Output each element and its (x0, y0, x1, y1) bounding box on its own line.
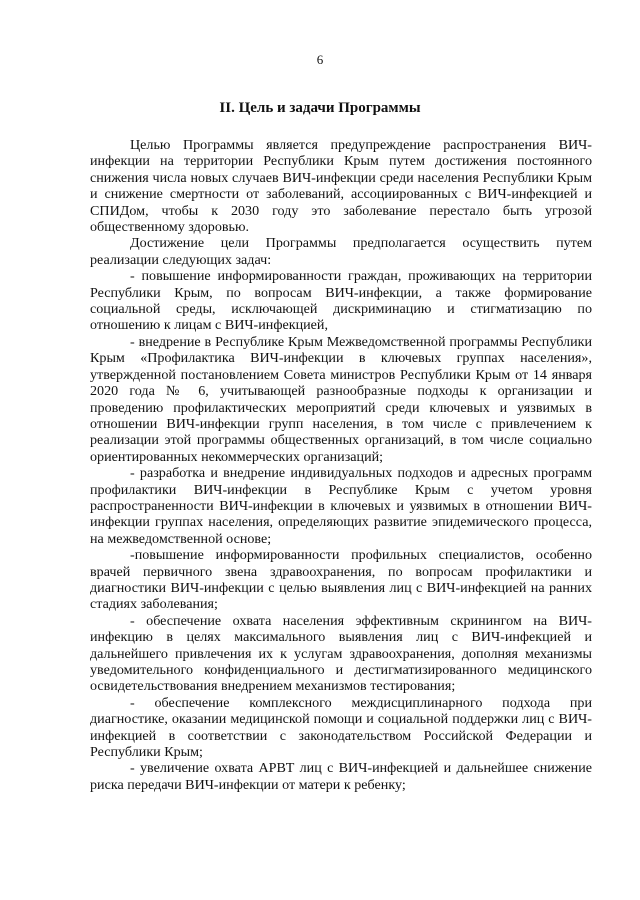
page-number: 6 (316, 52, 324, 67)
list-item-awareness: - повышение информированности граждан, проживающих на территории Республики Крым, по вопросам ВИЧ-инфекции, а также формирование социальной среды, исключающей дискриминацию и стигматизацию по отношению к лицам с ВИЧ-инфекцией, (90, 268, 592, 334)
list-item-screening: - обеспечение охвата населения эффективным скринингом на ВИЧ-инфекцию в целях максимального выявления лиц с ВИЧ-инфекцией и дальнейшего привлечения их к услугам здравоохранения, дополняя механизмы уведомительного конфиденциального и дестигматизированного медицинского освидетельствования внедрением механизмов тестирования; (90, 612, 592, 695)
body-text (90, 137, 592, 793)
list-item-specialist-awareness: -повышение информированности профильных специалистов, особенно врачей первичного звена здравоохранения, по вопросам профилактики и диагностики ВИЧ-инфекции с целью выявления лиц с ВИЧ-инфекцией на ранних стадиях заболевания; (90, 547, 592, 613)
section-heading: II. Цель и задачи Программы (219, 100, 421, 116)
paragraph-tasks-intro: Достижение цели Программы предполагается осуществить путем реализации следующих задач: (90, 235, 592, 268)
list-item-arvt: - увеличение охвата АРВТ лиц с ВИЧ-инфекцией и дальнейшее снижение риска передачи ВИЧ-инфекции от матери к ребенку; (90, 760, 592, 793)
paragraph-goal: Целью Программы является предупреждение распространения ВИЧ-инфекции на территории Республики Крым путем достижения постоянного снижения числа новых случаев ВИЧ-инфекции среди населения Республики Крым и снижение смертности от заболеваний, ассоциированных с ВИЧ-инфекцией и СПИДом, чтобы к 2030 году это заболевание перестало быть угрозой общественному здоровью. (90, 137, 592, 236)
list-item-interagency-program: - внедрение в Республике Крым Межведомственной программы Республики Крым «Профилактика ВИЧ-инфекции в ключевых группах населения», утвержденной постановлением Совета министров Республики Крым от 14 января 2020 года № 6, учитывающей разнообразные подходы к организации и проведению профилактических мероприятий среди ключевых и уязвимых в отношении ВИЧ-инфекции групп населения, в том числе с привлечением к реализации этой программы общественных организаций, в том числе социально ориентированных некоммерческих организаций; (90, 333, 592, 465)
list-item-interdisciplinary: - обеспечение комплексного междисциплинарного подхода при диагностике, оказании медицинской помощи и социальной поддержки лиц с ВИЧ-инфекцией в соответствии с законодательством Российской Федерации и Республики Крым; (90, 694, 592, 761)
list-item-targeted-programs: - разработка и внедрение индивидуальных подходов и адресных программ профилактики ВИЧ-инфекции в Республике Крым с учетом уровня распространенности ВИЧ-инфекции в ключевых и уязвимых в отношении ВИЧ-инфекции группах населения, определяющих развитие эпидемического процесса, на межведомственной основе; (90, 465, 592, 547)
